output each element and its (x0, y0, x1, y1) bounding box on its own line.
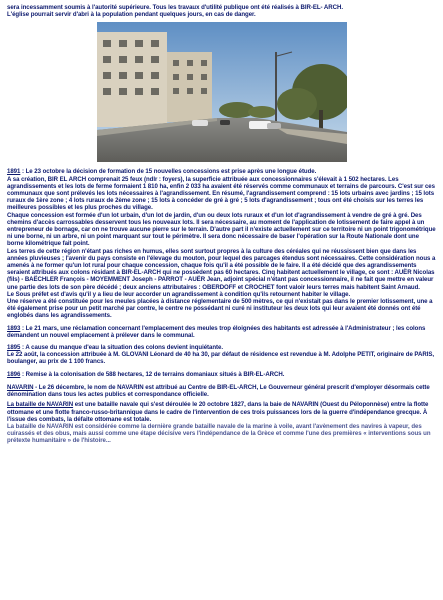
year-1896: 1896 (7, 370, 21, 378)
intro-line-1: sera incessamment soumis à l'autorité supérieure. Tous les travaux d'utilité publique ont été réalisés à BIR-EL- ARCH. (7, 4, 343, 11)
text-1895-2: Le 22 août, la concession attribuée à M. GLOVANI Léonard de 40 ha 30, par défaut de résidence est revendue à M. Adolphe PETIT, originaire de PARIS, boulanger, au prix de 1 100 francs. (7, 351, 434, 366)
text-1891-intro: : Le 23 octobre la décision de formation de 15 nouvelles concessions est prise après une longue étude. (20, 168, 317, 176)
navarin-text: - Le 26 décembre, le nom de NAVARIN est attribué au Centre de BIR-EL-ARCH, Le Gouverneur général prescrit d'employer désormais cette dénomination dans tous les actes publics et correspondance officielle. (7, 383, 430, 399)
text-1895-1: : A cause du manque d'eau la situation des colons devient inquiétante. (20, 344, 224, 352)
text-1891-p4: Le Sous préfet est d'avis qu'il y a lieu de leur accorder un agrandissement à condition qu'ils retournent habiter le village. (7, 290, 351, 298)
section-1891 (7, 168, 437, 319)
intro-line-2: L'église pourrait servir d'abri à la population pendant quelques jours, en cas de danger. (7, 11, 256, 19)
text-1891-p3: Les terres de cette région n'étant pas riches en humus, elles sont surtout propres à la culture des céréales qui ne réussissent bien que dans les années pluvieuses ; l'avenir du pays consiste en l'élevage du mouton, pour lequel des parcages étendus sont nécessaires. Cette considération nous a amenés à ne former qu'un lot rural pour chaque concession, chaque fois qu'il a été possible de le faire. Il a été décidé que des agrandissements seraient attribués aux colons résidant à BIR-EL-ARCH qui ne possèdent pas 60 hectares. Cinq habitent actuellement le village, ce sont : AUËR Nicolas (fils) - BAËCHLER François - MOYEMMENT Joseph - PARROT - AUËR Jean, adjoint spécial n'étant pas concessionnaire, il ne fait que mettre en valeur une partie des lots de son père décédé ; deux anciens attributaires : OBERDOFF et CROCHET font valoir leurs terres mais habitent Saint Arnaud. (7, 247, 436, 291)
year-1893: 1893 (7, 324, 21, 332)
section-1893 (7, 325, 437, 339)
text-1896: : Remise à la colonisation de 588 hectares, 12 de terrains domaniaux situés à BIR-EL-ARCH. (20, 370, 285, 378)
street-photo-icon (97, 22, 347, 162)
section-1895 (7, 344, 437, 366)
text-1891-p1: A sa création, BIR EL ARCH comprenait 25 feux (ndlr : foyers), la superficie attribuée aux concessionnaires s'élevait à 1 502 hectares. Les agrandissements et les lots de ferme formaient 1 810 ha, enfin 2 033 ha avaient été réservés comme communaux et terrains de parcours. C'est sur ces communaux que sont prélevés les lots nécessaires à l'agrandissement. En résumé, l'agrandissement comprend : 15 lots urbains avec jardins ; 15 lots ruraux de 1ère zone ; 4 lots ruraux de 2ème zone ; 15 lots à concéder de gré à gré ; 5 lots d'agrandissement ; tous ont été choisis sur les terres les meilleures possibles et les plus proches du village. (7, 175, 435, 212)
bataille-label: La bataille de NAVARIN (7, 401, 74, 409)
bataille-p2: La bataille de NAVARIN est considérée comme la dernière grande bataille navale de la marine à voile, avant l'avènement des navires à vapeur, des cuirassés et des obus, mais aussi comme une étape décisive vers l'indépendance de la Grèce et comme l'une des premières « interventions sous un prétexte humanitaire » de l'histoire... (7, 422, 431, 445)
text-1893: : Le 21 mars, une réclamation concernant l'emplacement des meules trop éloignées des habitants est adressée à l'Administrateur ; les colons demandent un nouvel emplacement à prélever dans le communal. (7, 324, 426, 339)
bataille-text: est une bataille navale qui s'est déroulée le 20 octobre 1827, dans la baie de NAVARIN (Ouest du Péloponnèse) entre la flotte ottomane et une flotte franco-russo-britannique dans le cadre de l'intervention de ces trois puissances lors de la guerre d'indépendance grecque. À l'issue des combats, la défaite ottomane est totale. (7, 401, 429, 423)
intro-paragraph (7, 4, 437, 18)
document-page (7, 4, 437, 445)
text-1891-p2: Chaque concession est formée d'un lot urbain, d'un lot de jardin, d'un ou deux lots ruraux et d'un lot d'agrandissement à vendre de gré à gré. Des chemins d'accès carrossables desservent tous les nouveaux lots. Il sera nécessaire, au moment de l'application de lotissement de faire appel à un entrepreneur de bornage, car on ne trouve aucune pierre sur le terrain. D'autre part il n'existe actuellement sur ce territoire ni un point trigonométrique ni une borne, ni un arbre, ni un point marquant sur tout le périmètre. Il sera donc nécessaire de baser l'opération sur la Route Nationale dont une borne kilométrique fait point. (7, 211, 436, 248)
year-1895: 1895 (7, 344, 21, 352)
navarin-label: NAVARIN (7, 383, 34, 391)
year-1891: 1891 (7, 168, 21, 176)
section-navarin (7, 384, 437, 445)
text-1891-p5: Une réserve a été constituée pour les meules placées à distance réglementaire de 500 mètres, ce qui n'existait pas dans le premier lotissement, une a été également prise pour un petit marché par contre, le centre ne possédant ni curé ni instituteur les deux lots qui leur avaient été donnés ont été englobés dans les agrandissements. (7, 298, 433, 320)
section-1896 (7, 371, 437, 378)
street-photo (97, 22, 347, 162)
